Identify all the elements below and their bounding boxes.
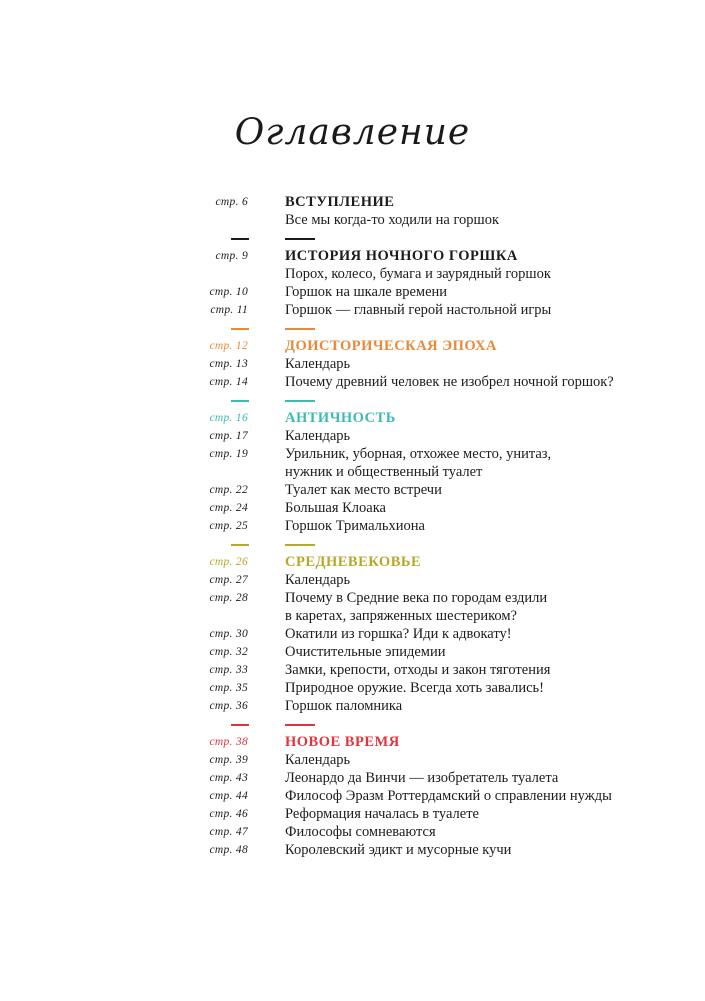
page-number: стр. 14: [209, 376, 248, 388]
toc-entry: [0, 787, 705, 805]
page-number: стр. 35: [209, 682, 248, 694]
section-divider-long: [285, 724, 315, 726]
page-number: стр. 28: [209, 592, 248, 604]
toc-entry: [0, 751, 705, 769]
entry-title: Горшок паломника: [285, 698, 403, 714]
entry-title: Горшок — главный герой настольной игры: [285, 302, 552, 318]
section-divider-long: [285, 238, 315, 240]
section-divider-long: [285, 328, 315, 330]
entry-title: Леонардо да Винчи — изобретатель туалета: [285, 770, 559, 786]
section-divider-short: [231, 328, 249, 330]
toc-entry: [0, 697, 705, 715]
page-number: стр. 39: [209, 754, 248, 766]
toc-section-heading: [0, 553, 705, 571]
section-divider-short: [231, 544, 249, 546]
page-number: стр. 13: [209, 358, 248, 370]
toc-entry: [0, 445, 705, 463]
page-number: стр. 48: [209, 844, 248, 856]
page-number: стр. 32: [209, 646, 248, 658]
page-number: стр. 44: [209, 790, 248, 802]
toc-entry: [0, 283, 705, 301]
toc-section-heading: [0, 409, 705, 427]
entry-title: Философы сомневаются: [285, 824, 436, 840]
toc-entry: [0, 841, 705, 859]
toc-entry: [0, 301, 705, 319]
entry-title: Урильник, уборная, отхожее место, унитаз,: [285, 446, 552, 462]
page-number: стр. 22: [209, 484, 248, 496]
toc-entry: [0, 355, 705, 373]
entry-title: Календарь: [285, 752, 351, 768]
entry-title: Реформация началась в туалете: [285, 806, 479, 822]
page-number: стр. 16: [209, 412, 248, 424]
entry-title: Календарь: [285, 356, 351, 372]
toc-entry: [0, 679, 705, 697]
section-divider-short: [231, 724, 249, 726]
section-title: ВСТУПЛЕНИЕ: [285, 194, 395, 210]
entry-title: Природное оружие. Всегда хоть завались!: [285, 680, 544, 696]
page-number: стр. 30: [209, 628, 248, 640]
section-divider-long: [285, 544, 315, 546]
entry-title: Календарь: [285, 428, 351, 444]
toc-entry: [0, 643, 705, 661]
toc-entry: [0, 607, 705, 625]
toc-entry: [0, 589, 705, 607]
section-title: НОВОЕ ВРЕМЯ: [285, 734, 400, 750]
entry-title: Туалет как место встречи: [285, 482, 442, 498]
page-number: стр. 36: [209, 700, 248, 712]
section-title: ИСТОРИЯ НОЧНОГО ГОРШКА: [285, 248, 518, 264]
toc-entry: [0, 661, 705, 679]
section-divider-short: [231, 400, 249, 402]
section-title: АНТИЧНОСТЬ: [285, 410, 396, 426]
toc-section-heading: [0, 247, 705, 265]
page-number: стр. 17: [209, 430, 248, 442]
section-divider-long: [285, 400, 315, 402]
entry-title: Философ Эразм Роттердамский о справлении нужды: [285, 788, 612, 804]
entry-title: Все мы когда-то ходили на горшок: [285, 212, 499, 228]
page-number: стр. 43: [209, 772, 248, 784]
entry-title: Замки, крепости, отходы и закон тяготения: [285, 662, 551, 678]
page-number: стр. 25: [209, 520, 248, 532]
entry-title: Почему древний человек не изобрел ночной горшок?: [285, 374, 614, 390]
page-number: стр. 46: [209, 808, 248, 820]
page-number: стр. 12: [209, 340, 248, 352]
entry-title: Большая Клоака: [285, 500, 386, 516]
toc-entry: [0, 481, 705, 499]
page-number: стр. 6: [215, 196, 248, 208]
toc-section-heading: [0, 193, 705, 211]
page-number: стр. 11: [210, 304, 248, 316]
toc-entry: [0, 427, 705, 445]
page-number: стр. 26: [209, 556, 248, 568]
entry-title: Горшок на шкале времени: [285, 284, 448, 300]
entry-title: Горшок Тримальхиона: [285, 518, 425, 534]
toc-entry: [0, 463, 705, 481]
toc-entry: [0, 769, 705, 787]
toc-entry: [0, 373, 705, 391]
page-number: стр. 47: [209, 826, 248, 838]
page-title: Оглавление: [234, 112, 471, 153]
page-number: стр. 24: [209, 502, 248, 514]
toc-entry: [0, 805, 705, 823]
page-number: стр. 10: [209, 286, 248, 298]
page-number: стр. 33: [209, 664, 248, 676]
entry-title: Окатили из горшка? Иди к адвокату!: [285, 626, 512, 642]
page-number: стр. 38: [209, 736, 248, 748]
section-title: ДОИСТОРИЧЕСКАЯ ЭПОХА: [285, 338, 497, 354]
entry-title: Порох, колесо, бумага и заурядный горшок: [285, 266, 551, 282]
toc-entry: [0, 571, 705, 589]
toc-entry: [0, 211, 705, 229]
page-number: стр. 9: [215, 250, 248, 262]
page-number: стр. 19: [209, 448, 248, 460]
entry-title: Календарь: [285, 572, 351, 588]
toc-section-heading: [0, 733, 705, 751]
toc-entry: [0, 517, 705, 535]
toc-entry: [0, 823, 705, 841]
entry-title: нужник и общественный туалет: [285, 464, 483, 480]
toc-entry: [0, 499, 705, 517]
entry-title: Очистительные эпидемии: [285, 644, 446, 660]
entry-title: Королевский эдикт и мусорные кучи: [285, 842, 512, 858]
toc-section-heading: [0, 337, 705, 355]
toc-entry: [0, 625, 705, 643]
section-title: СРЕДНЕВЕКОВЬЕ: [285, 554, 422, 570]
entry-title: Почему в Средние века по городам ездили: [285, 590, 548, 606]
toc-entry: [0, 265, 705, 283]
section-divider-short: [231, 238, 249, 240]
page-number: стр. 27: [209, 574, 248, 586]
entry-title: в каретах, запряженных шестериком?: [285, 608, 517, 624]
